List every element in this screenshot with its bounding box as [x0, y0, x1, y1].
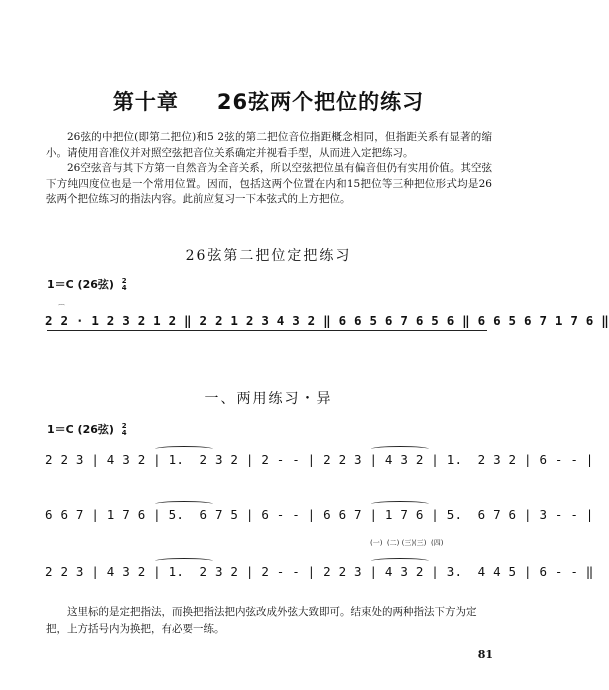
section-title-exercise: 一、两用练习・异 — [204, 391, 333, 407]
intro-paragraph-2: 26空弦音与其下方第一自然音为全音关系，所以空弦把位虽有偏音但仍有实用价值。其空弦下方纯四度位也是一个常用位置。因而，包括这两个位置在内和15把位等三种把位形式均是26弦两个把位练习的指法内容。此前应复习一下本弦式的上方把位。 — [46, 162, 492, 206]
meter-bottom: 4 — [121, 429, 127, 437]
intro-text — [46, 130, 492, 208]
meter-top: 2 — [121, 422, 127, 430]
chapter-title — [0, 86, 537, 116]
notation-line-fixed-1: 2 2 ⋅ 1 2 3 2 1 2 ‖ 2 2 1 2 3 4 3 2 ‖ 6 6 5 6 7 6 5 6 ‖ 6 6 5 6 7 1 7 6 ‖ — [45, 313, 609, 328]
footnote-line-2: 把，上方括号内为换把，有必要一练。 — [46, 623, 225, 635]
key-label: 1＝C (26弦) — [47, 423, 114, 436]
key-signature-1 — [47, 276, 127, 292]
meter-bottom: 4 — [121, 284, 127, 292]
section-title-fixed-position: 26弦第二把位定把练习 — [185, 248, 352, 264]
meter-top: 2 — [121, 277, 127, 285]
footnote — [46, 604, 494, 638]
notation-line-exercise-1: 2 2 3 | 4 3 2 | 1. 2 3 2 | 2 - - | 2 2 3 | 4 3 2 | 1. 2 3 2 | 6 - - | — [45, 452, 594, 467]
fingering-annotations: (一) (二) (三)(三) (四) — [370, 539, 444, 547]
time-signature — [122, 278, 127, 292]
footnote-line-1: 这里标的是定把指法，而换把指法把内弦改成外弦大致即可。结束处的两种指法下方为定 — [67, 606, 477, 618]
page-number: 81 — [477, 648, 493, 661]
chapter-number: 第十章 — [112, 90, 179, 114]
beam-line — [47, 330, 487, 331]
key-signature-2 — [47, 421, 127, 437]
time-signature — [122, 423, 127, 437]
chapter-name: 26弦两个把位的练习 — [216, 90, 425, 114]
intro-paragraph-1: 26弦的中把位(即第二把位)和5 2弦的第二把位音位指距概念相同，但指距关系有显著的缩小。请使用音准仪并对照空弦把音位关系确定并视看手型，从而进入定把练习。 — [46, 131, 492, 159]
notation-line-exercise-3: 2 2 3 | 4 3 2 | 1. 2 3 2 | 2 - - | 2 2 3 | 4 3 2 | 3. 4 4 5 | 6 - - ‖ — [45, 564, 594, 579]
key-label: 1＝C (26弦) — [47, 278, 114, 291]
notation-line-exercise-2: 6 6 7 | 1 7 6 | 5. 6 7 5 | 6 - - | 6 6 7 | 1 7 6 | 5. 6 7 6 | 3 - - | — [45, 507, 594, 522]
grace-note-mark: ⌒ — [58, 304, 65, 312]
